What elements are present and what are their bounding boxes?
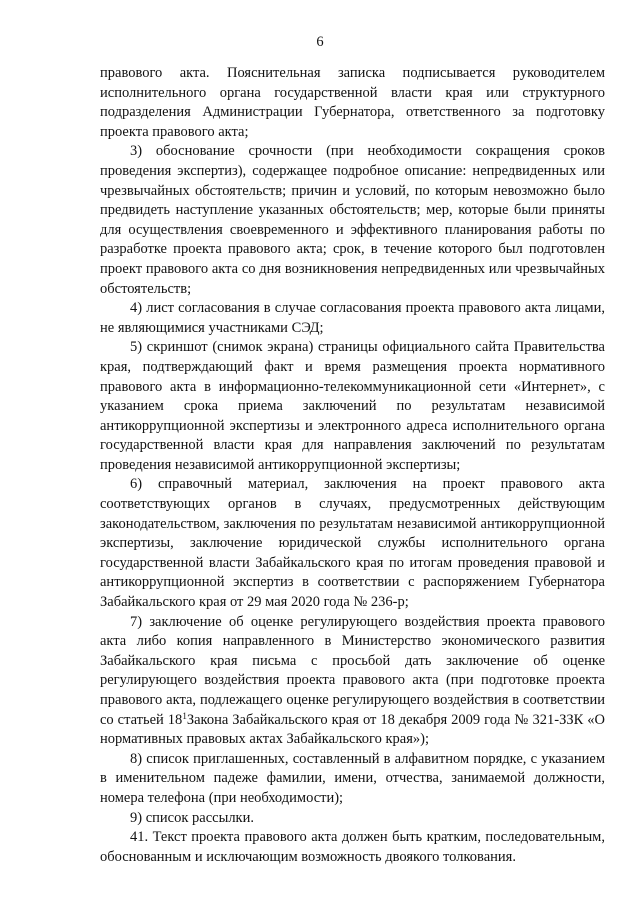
paragraph-41: 41. Текст проекта правового акта должен быть кратким, последовательным, обоснованным и исключающим возможность двоякого толкования. bbox=[100, 829, 605, 865]
document-body bbox=[100, 64, 605, 867]
paragraph-item-4: 4) лист согласования в случае согласования проекта правового акта лицами, не являющимися участниками СЭД; bbox=[100, 300, 605, 336]
paragraph-item-7 bbox=[100, 613, 605, 750]
paragraph-continuation: правового акта. Пояснительная записка подписывается руководителем исполнительного органа государственной власти края или структурного подразделения Администрации Губернатора, ответственного за подготовку проекта правового акта; bbox=[100, 65, 605, 140]
paragraph-item-5: 5) скриншот (снимок экрана) страницы официального сайта Правительства края, подтверждающий факт и время размещения проекта нормативного правового акта в информационно-телекоммуникационной сети «Интернет», с указанием срока приема заключений по результатам независимой антикоррупционной экспертизы и электронного адреса исполнительного органа государственной власти края для направления заключений по результатам проведения независимой антикоррупционной экспертизы; bbox=[100, 339, 605, 473]
paragraph-item-3: 3) обоснование срочности (при необходимости сокращения сроков проведения экспертиз), содержащее подробное описание: непредвиденных или чрезвычайных обстоятельств; причин и условий, по которым невозможно было предвидеть наступление указанных обстоятельств; мер, которые были приняты для осуществления своевременного и эффективного планирования работы по разработке проекта правового акта; срок, в течение которого был подготовлен проект правового акта со дня возникновения непредвиденных или чрезвычайных обстоятельств; bbox=[100, 143, 605, 297]
paragraph-item-7-text-after: Закона Забайкальского края от 18 декабря 2009 года № 321-ЗЗК «О нормативных правовых актах Забайкальского края»); bbox=[100, 711, 606, 748]
superscript-article-index: 1 bbox=[182, 710, 187, 721]
paragraph-item-6: 6) справочный материал, заключения на проект правового акта соответствующих органов в случаях, предусмотренных действующим законодательством, заключения по результатам независимой антикоррупционной экспертизы, заключение юридической службы исполнительного органа государственной власти Забайкальского края по итогам проведения правовой и антикоррупционной экспертиз в соответствии с распоряжением Губернатора Забайкальского края от 29 мая 2020 года № 236-р; bbox=[100, 476, 605, 611]
paragraph-item-9: 9) список рассылки. bbox=[130, 809, 254, 826]
paragraph-item-8: 8) список приглашенных, составленный в алфавитном порядке, с указанием в именительном падеже фамилии, имени, отчества, занимаемой должности, номера телефона (при необходимости); bbox=[100, 750, 605, 806]
paragraph-item-7-text-before: 7) заключение об оценке регулирующего воздействия проекта правового акта либо копия направленного в Министерство экономического развития Забайкальского края письма с просьбой дать заключение об оценке регулирующего воздействия проекта правового акта (при подготовке проекта правового акта, подлежащего оценке регулирующего воздействия в соответствии со статьей 18 bbox=[100, 613, 605, 728]
page-number: 6 bbox=[316, 34, 324, 50]
